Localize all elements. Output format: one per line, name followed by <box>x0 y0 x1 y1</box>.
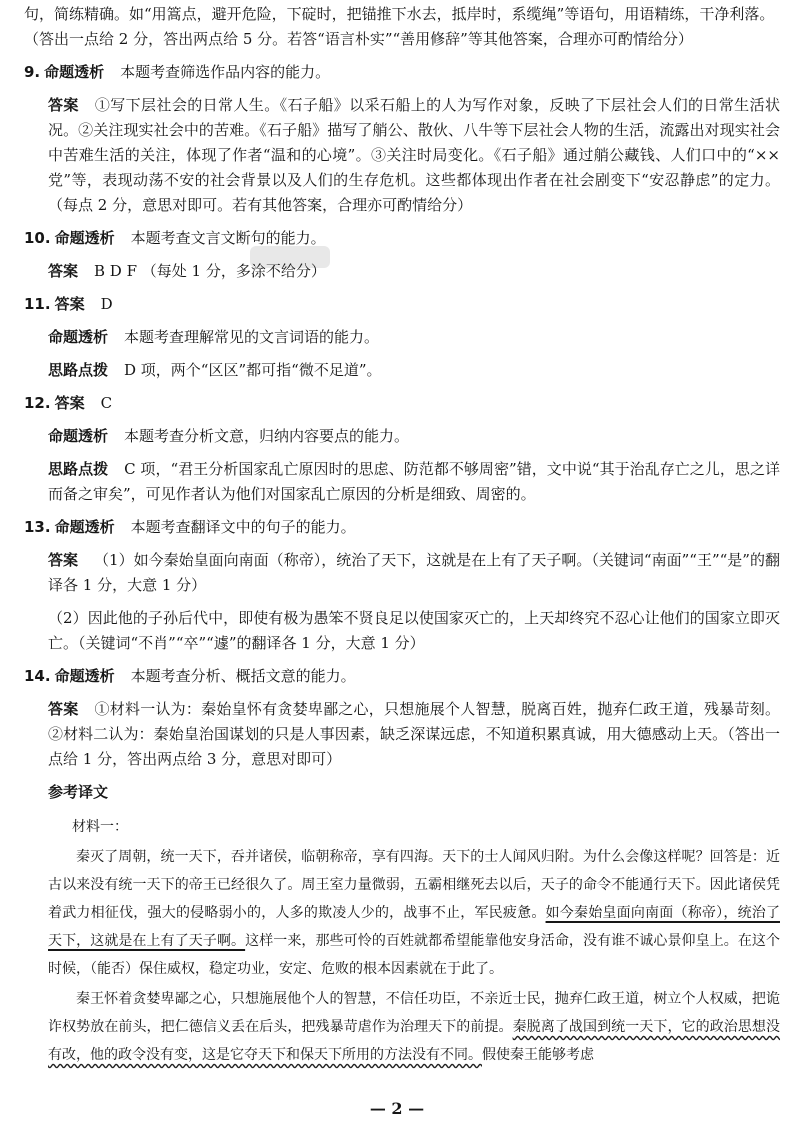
translation-p1-text: 秦灭了周朝，统一天下，吞并诸侯，临朝称帝，享有四海。天下的士人闻风归附。为什么会像这样呢？回答是：近古以来没有统一天下的帝王已经很久了。周王室力量微弱，五霸相继死去以后，天子的命令不能通行天下。因此诸侯凭着武力相征伐，强大的侵略弱小的，人多的欺凌人少的，战事不止，军民疲惫。 <box>48 849 780 921</box>
q12-hint: C 项，“君王分析国家乱亡原因时的思虑、防范都不够周密”错，文中说“其于治乱存亡之儿，思之详而备之审矣”，可见作者认为他们对国家乱亡原因的分析是细致、周密的。 <box>48 460 780 503</box>
question-9 <box>24 60 780 218</box>
q10-answer-label: 答案 <box>48 262 79 280</box>
question-13 <box>24 515 780 656</box>
q9-label: 命题透析 <box>44 63 105 81</box>
q9-number: 9. <box>24 63 41 81</box>
q11-hint: D 项，两个“区区”都可指“微不足道”。 <box>124 361 382 379</box>
q13-answer-line-1 <box>24 548 780 598</box>
q10-analysis-line <box>24 226 780 251</box>
q12-hint-label: 思路点拨 <box>48 460 109 478</box>
question-12 <box>24 391 780 507</box>
q11-answer: D <box>100 295 113 313</box>
q12-analysis-line <box>24 424 780 449</box>
intro-line-2: （答出一点给 2 分，答出两点给 5 分。若答“语言朴实”“善用修辞”等其他答案，合理亦可酌情给分） <box>24 30 693 48</box>
q10-analysis: 本题考查文言文断句的能力。 <box>130 229 326 247</box>
material-one-label: 材料一： <box>72 819 128 835</box>
q14-answer-label: 答案 <box>48 700 79 718</box>
translation-p2-text: 秦王怀着贪婪卑鄙之心，只想施展他个人的智慧，不信任功臣，不亲近士民，抛弃仁政王道，树立个人权威，把诡诈权势放在前头，把仁德信义丢在后头，把残暴苛虐作为治理天下的前提。 <box>48 991 780 1035</box>
q11-hint-label: 思路点拨 <box>48 361 109 379</box>
q14-number: 14. <box>24 667 51 685</box>
q10-answer: B D F （每处 1 分，多涂不给分） <box>94 262 326 280</box>
q11-label: 命题透析 <box>48 328 109 346</box>
q11-number: 11. <box>24 295 51 313</box>
q12-hint-line <box>24 457 780 507</box>
q10-answer-line <box>24 259 780 284</box>
q13-answer-2: （2）因此他的子孙后代中，即使有极为愚笨不贤良足以使国家灭亡的，上天却终究不忍心让他们的国家立即灭亡。（关键词“不肖”“卒”“遽”的翻译各 1 分，大意 1 分） <box>48 609 780 652</box>
document-body <box>24 2 780 1077</box>
q10-label: 命题透析 <box>54 229 115 247</box>
q13-label: 命题透析 <box>54 518 115 536</box>
q9-answer: ①写下层社会的日常人生。《石子船》以采石船上的人为写作对象，反映了下层社会人们的日常生活状况。②关注现实社会中的苦难。《石子船》描写了艄公、散伙、八牛等下层社会人物的生活，流露出对现实社会中苦难生活的关注，体现了作者“温和的心境”。③关注时局变化。《石子船》通过艄公藏钱、人们口中的“××党”等，表现动荡不安的社会背景以及人们的生存危机。这些都体现出作者在社会剧变下“安忍静虑”的定力。（每点 2 分，意思对即可。若有其他答案，合理亦可酌情给分） <box>48 96 780 214</box>
q14-label: 命题透析 <box>54 667 115 685</box>
q12-answer: C <box>100 394 113 412</box>
q11-answer-label: 答案 <box>54 295 85 313</box>
q14-answer: ①材料一认为：秦始皇怀有贪婪卑鄙之心，只想施展个人智慧，脱离百姓，抛弃仁政王道，残暴苛刻。②材料二认为：秦始皇治国谋划的只是人事因素，缺乏深谋远虑，不知道积累真诚，用大德感动上天。（答出一点给 1 分，答出两点给 3 分，意思对即可） <box>48 700 780 768</box>
q9-answer-line <box>24 93 780 218</box>
q9-analysis: 本题考查筛选作品内容的能力。 <box>120 63 331 81</box>
translation-heading: 参考译文 <box>48 783 109 801</box>
intro-text <box>24 2 780 52</box>
q12-answer-label: 答案 <box>54 394 85 412</box>
q13-answer-line-2 <box>24 606 780 656</box>
reference-translation <box>24 780 780 1069</box>
translation-paragraph-1 <box>24 843 780 983</box>
q14-answer-line <box>24 697 780 772</box>
q13-answer-label: 答案 <box>48 551 79 569</box>
q9-analysis-line <box>24 60 780 85</box>
question-14 <box>24 664 780 772</box>
q12-number: 12. <box>24 394 51 412</box>
q14-analysis-line <box>24 664 780 689</box>
intro-line-1: 句，简练精确。如“用篙点，避开危险，下碇时，把锚推下水去，抵岸时，系缆绳”等语句，用语精练，干净利落。 <box>24 5 775 23</box>
translation-p1-rest: 这样一来，那些可怜的百姓就都希望能靠他安身活命，没有谁不诚心景仰皇上。在这个时候，（能否）保住威权，稳定功业，安定、危败的根本因素就在于此了。 <box>48 933 781 977</box>
q10-number: 10. <box>24 229 51 247</box>
q11-hint-line <box>24 358 780 383</box>
translation-p2-rest: 假使秦王能够考虑 <box>482 1047 594 1063</box>
q13-analysis: 本题考查翻译文中的句子的能力。 <box>130 518 356 536</box>
q14-analysis: 本题考查分析、概括文意的能力。 <box>130 667 356 685</box>
q12-label: 命题透析 <box>48 427 109 445</box>
q11-analysis: 本题考查理解常见的文言词语的能力。 <box>124 328 380 346</box>
page-number: — 2 — <box>369 1099 425 1118</box>
translation-p2-wavy: 秦脱离了战国到统一天下，它的政治思想没有改，他的政令没有变，这是它夺天下和保天下所用的方法没有不同。 <box>48 1019 781 1063</box>
q11-analysis-line <box>24 325 780 350</box>
translation-paragraph-2 <box>24 985 780 1069</box>
q12-answer-line <box>24 391 780 416</box>
q9-answer-label: 答案 <box>48 96 79 114</box>
q13-answer-1: （1）如今秦始皇面向南面（称帝），统治了天下，这就是在上有了天子啊。（关键词“南面”“王”“是”的翻译各 1 分，大意 1 分） <box>48 551 780 594</box>
q13-analysis-line <box>24 515 780 540</box>
translation-p1-underlined: 如今秦始皇面向南面（称帝），统治了天下，这就是在上有了天子啊。 <box>48 905 780 949</box>
q12-analysis: 本题考查分析文意，归纳内容要点的能力。 <box>124 427 410 445</box>
q11-answer-line <box>24 292 780 317</box>
question-10 <box>24 226 780 284</box>
question-11 <box>24 292 780 383</box>
q13-number: 13. <box>24 518 51 536</box>
